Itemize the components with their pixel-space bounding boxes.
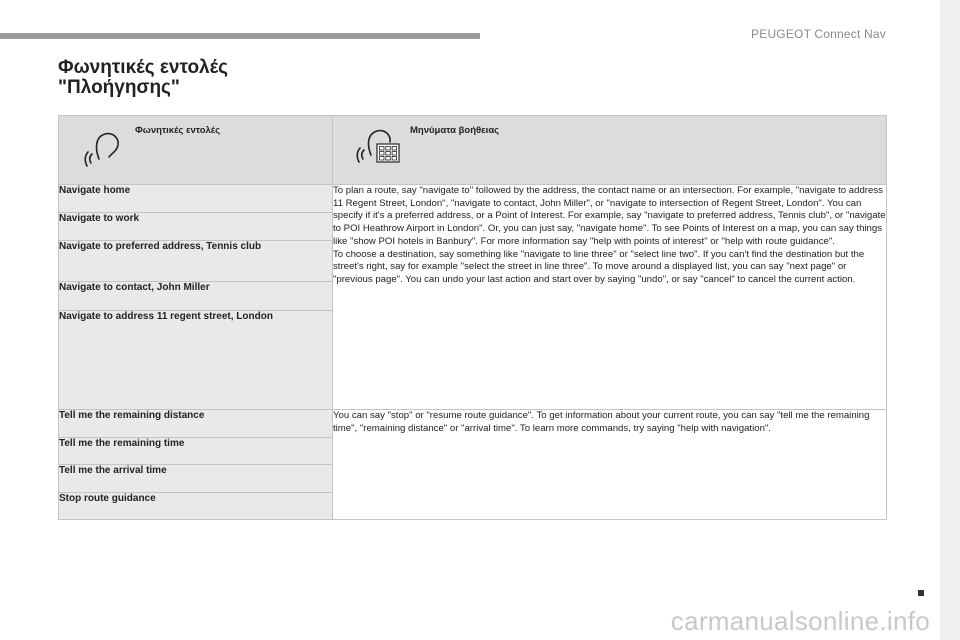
command-row: Tell me the arrival time [59, 465, 333, 493]
command-row: Tell me the remaining distance [59, 410, 333, 438]
help-paragraph: You can say "stop" or "resume route guidance". To get information about your current route, you can say "tell me the remaining time", "remaining distance" or "arrival time". To learn more commands, try saying "help with navigation". [333, 410, 870, 434]
help-message-cell [333, 410, 887, 520]
brand-label: PEUGEOT Connect Nav [751, 27, 886, 41]
col1-header-label: Φωνητικές εντολές [135, 125, 221, 136]
page-corner-mark [918, 590, 924, 596]
command-row: Navigate to address 11 regent street, London [59, 311, 333, 410]
command-row: Navigate home [59, 185, 333, 213]
command-row: Navigate to contact, John Miller [59, 282, 333, 311]
help-paragraph: To choose a destination, say something like "navigate to line three" or "select line two". If you can't find the destination but the street's right, say for example "select the street in line three". To move around a displayed list, you can say "next page" or "previous page". You can undo your last action and start over by saying "undo", or say "cancel" to cancel the current action. [333, 248, 865, 285]
help-messages-header [333, 116, 887, 185]
command-row: Navigate to preferred address, Tennis club [59, 241, 333, 282]
page-title: Φωνητικές εντολές "Πλοήγησης" [58, 57, 229, 98]
voice-commands-table [58, 115, 887, 520]
watermark: carmanualsonline.info [670, 606, 930, 636]
col2-header-label: Μηνύματα βοήθειας [410, 125, 500, 136]
voice-help-keypad-icon [355, 125, 401, 171]
top-accent-bar [0, 33, 480, 39]
command-row: Navigate to work [59, 213, 333, 241]
help-paragraph: To plan a route, say "navigate to" followed by the address, the contact name or an intersection. For example, "navigate to address 11 Regent Street, London", "navigate to contact, John Miller", or "navigate to intersection of Regent Street, London". You can specify if it's a preferred address, or a Point of Interest. For example, say "navigate to preferred address, Tennis club", or "navigate to POI Heathrow Airport in London". Or, you can just say, "navigate home". To see Points of Interest on a map, you can say things like "show POI hotels in Banbury". For more information say "help with points of interest" or "help with route guidance". [333, 185, 886, 247]
command-row: Stop route guidance [59, 493, 333, 520]
command-row: Tell me the remaining time [59, 438, 333, 465]
help-message-cell [333, 185, 887, 410]
voice-command-icon [83, 127, 123, 169]
voice-commands-header [59, 116, 333, 185]
side-strip [940, 0, 960, 640]
